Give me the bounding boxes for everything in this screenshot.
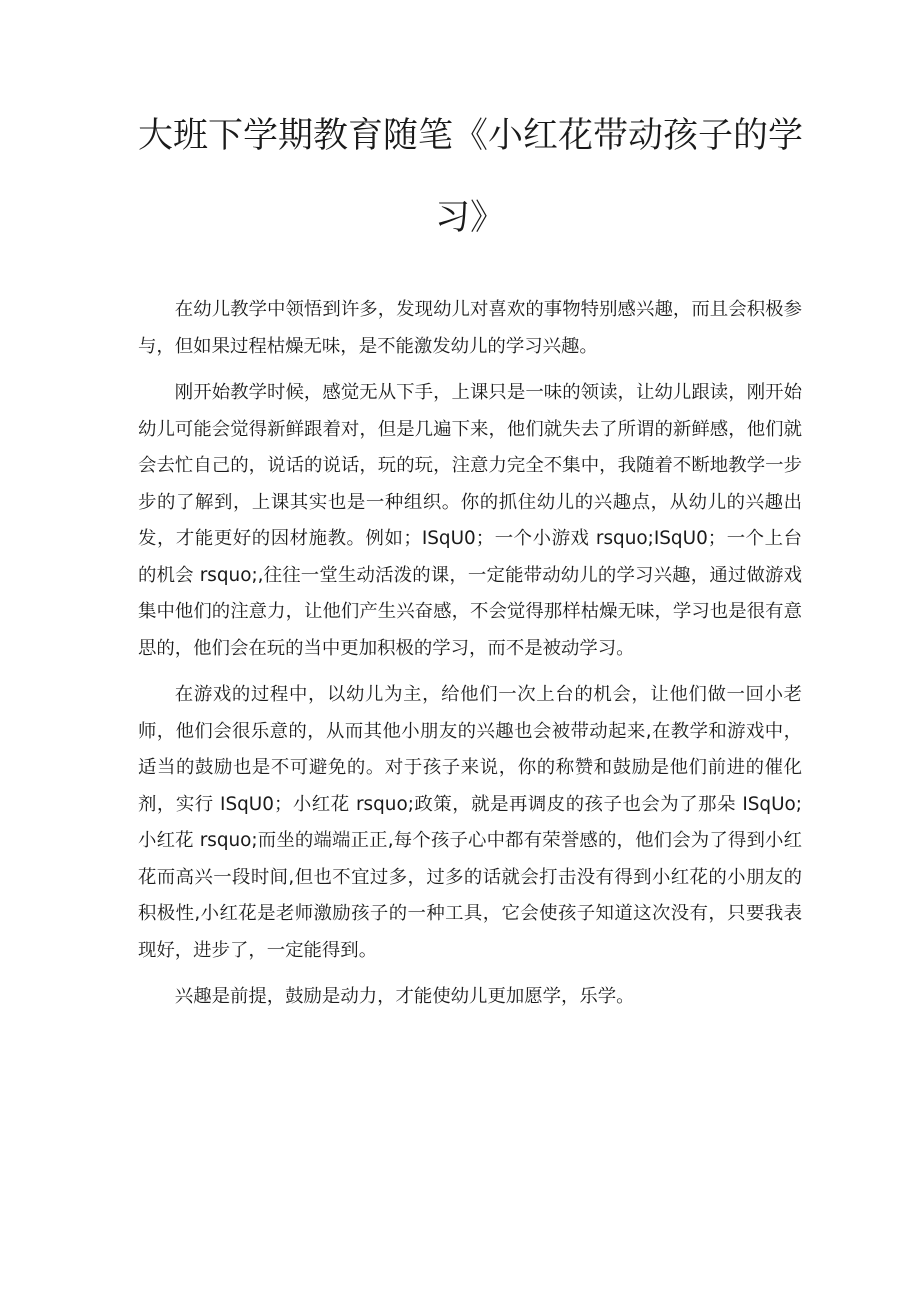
paragraph-2: 刚开始教学时候，感觉无从下手，上课只是一味的领读，让幼儿跟读，刚开始幼儿可能会觉得新鲜跟着对，但是几遍下来，他们就失去了所谓的新鲜感，他们就会去忙自己的，说话的说话，玩的玩，注意力完全不集中，我随着不断地教学一步步的了解到，上课其实也是一种组织。你的抓住幼儿的兴趣点，从幼儿的兴趣出发，才能更好的因材施教。例如；ISqU0；一个小游戏 rsquo;ISqU0；一个上台的机会 rsquo;,往往一堂生动活泼的课，一定能带动幼儿的学习兴趣，通过做游戏集中他们的注意力，让他们产生兴奋感，不会觉得那样枯燥无味，学习也是很有意思的，他们会在玩的当中更加积极的学习，而不是被动学习。 bbox=[138, 382, 802, 659]
document-body bbox=[138, 292, 802, 1016]
document-title bbox=[138, 0, 802, 242]
title-line-1: 大班下学期教育随笔《小红花带动孩子的学 bbox=[138, 116, 804, 156]
paragraph-4: 兴趣是前提，鼓励是动力，才能使幼儿更加愿学，乐学。 bbox=[174, 986, 635, 1007]
title-line-2: 习》 bbox=[434, 198, 505, 238]
paragraph-1: 在幼儿教学中领悟到许多，发现幼儿对喜欢的事物特别感兴趣，而且会积极参与，但如果过程枯燥无味，是不能激发幼儿的学习兴趣。 bbox=[138, 299, 802, 357]
paragraph-3: 在游戏的过程中，以幼儿为主，给他们一次上台的机会，让他们做一回小老师，他们会很乐意的，从而其他小朋友的兴趣也会被带动起来,在教学和游戏中，适当的鼓励也是不可避免的。对于孩子来说，你的称赞和鼓励是他们前进的催化剂，实行 ISqU0；小红花 rsquo;政策，就是再调皮的孩子也会为了那朵 ISqUo;小红花 rsquo;而坐的端端正正,每个孩子心中都有荣誉感的，他们会为了得到小红花而高兴一段时间,但也不宜过多，过多的话就会打击没有得到小红花的小朋友的积极性,小红花是老师激励孩子的一种工具，它会使孩子知道这次没有，只要我表现好，进步了，一定能得到。 bbox=[138, 684, 802, 961]
